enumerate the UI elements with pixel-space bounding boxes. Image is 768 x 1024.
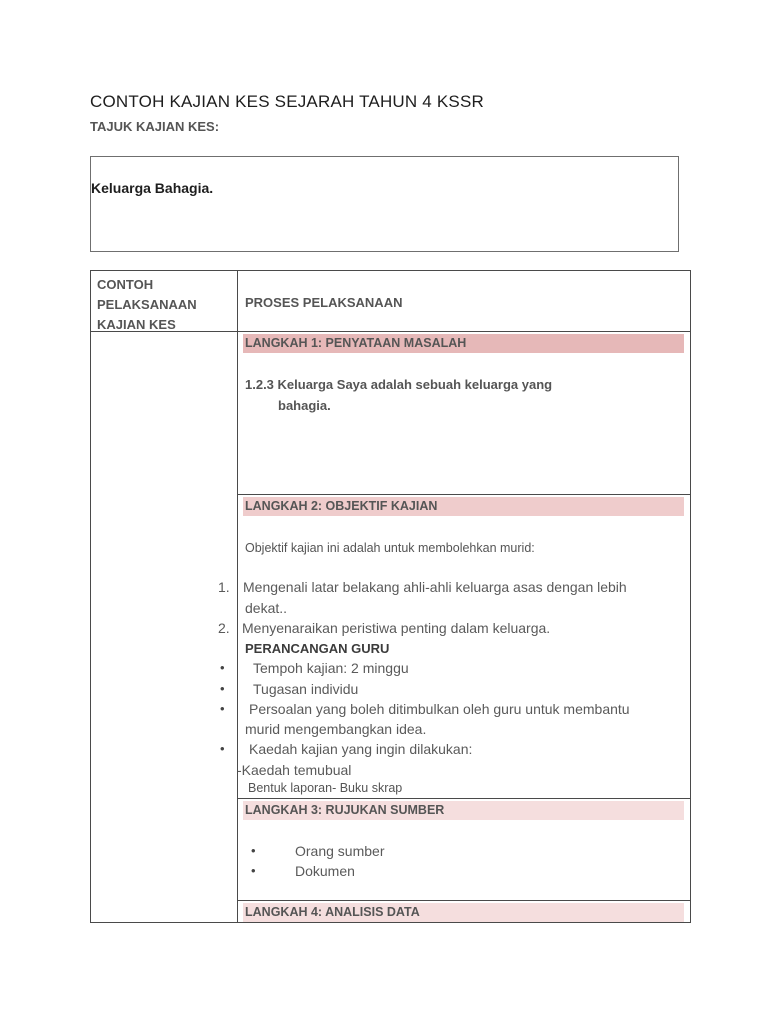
step4-heading: LANGKAH 4: ANALISIS DATA [243,903,684,922]
bullet-icon: • [220,741,225,756]
header-left-line: CONTOH [97,277,154,292]
topic-box [90,156,679,252]
planning-item: Tempoh kajian: 2 minggu [253,660,409,676]
objective-number: 1. [218,579,230,595]
planning-item: Persoalan yang boleh ditimbulkan oleh guru untuk membantu [249,701,630,717]
objective-number: 2. [218,620,230,636]
process-table [90,270,691,923]
planning-item: Kaedah kajian yang ingin dilakukan: [249,741,473,757]
header-left-cell [97,275,197,335]
source-item: Orang sumber [295,843,385,859]
column-divider [237,270,238,923]
step1-text-line2: bahagia. [278,398,331,413]
step1-heading: LANGKAH 1: PENYATAAN MASALAH [243,334,684,353]
objective-text: Menyenaraikan peristiwa penting dalam keluarga. [242,620,551,636]
bullet-icon: • [251,843,256,858]
objective-text: Mengenali latar belakang ahli-ahli keluarga asas dengan lebih [243,579,627,595]
document-title: CONTOH KAJIAN KES SEJARAH TAHUN 4 KSSR [90,92,484,111]
step3-heading: LANGKAH 3: RUJUKAN SUMBER [243,801,684,820]
step4-divider [237,900,691,901]
bullet-icon: • [220,701,225,716]
source-item: Dokumen [295,863,355,879]
step1-text-line1: 1.2.3 Keluarga Saya adalah sebuah keluarga yang [245,377,553,392]
method-line: -Kaedah temubual [237,762,352,778]
objective-text-continued: dekat.. [245,600,288,616]
bullet-icon: • [220,681,225,696]
bullet-icon: • [220,660,225,675]
step2-divider [237,494,691,495]
header-left-line: PELAKSANAAN [97,297,197,312]
step3-divider [237,798,691,799]
report-line: Bentuk laporan- Buku skrap [248,781,403,795]
case-study-topic-label: TAJUK KAJIAN KES: [90,119,220,134]
header-left-line: KAJIAN KES [97,317,176,332]
planning-heading: PERANCANGAN GURU [245,641,390,656]
planning-item: Tugasan individu [253,681,359,697]
header-right-cell: PROSES PELAKSANAAN [245,295,403,310]
topic-text: Keluarga Bahagia. [91,180,214,196]
step2-heading: LANGKAH 2: OBJEKTIF KAJIAN [243,497,684,516]
step2-intro: Objektif kajian ini adalah untuk membolehkan murid: [245,541,535,555]
bullet-icon: • [251,863,256,878]
planning-item-continued: murid mengembangkan idea. [245,721,427,737]
